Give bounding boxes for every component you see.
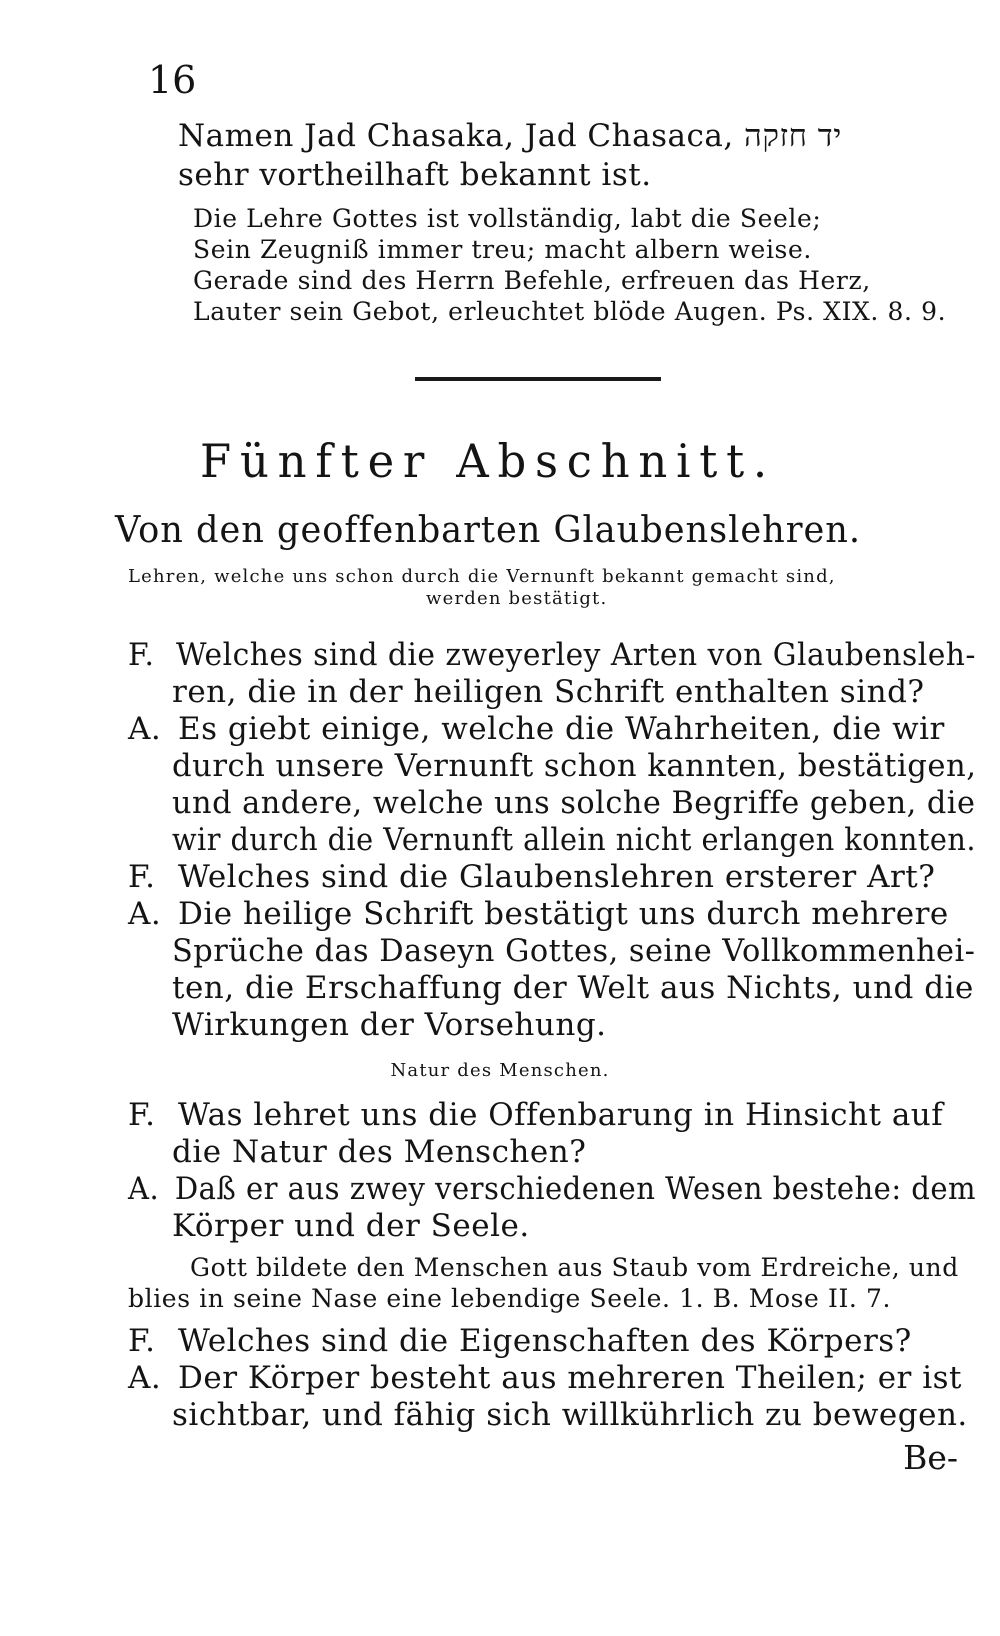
answer-text: Daß er aus zwey verschiedenen Wesen bestehe: dem <box>174 1171 977 1207</box>
question-text: Was lehret uns die Offenbarung in Hinsicht auf <box>178 1097 944 1133</box>
quote-line: Sein Zeugniß immer treu; macht albern weise. <box>193 235 812 264</box>
intro-line: sehr vortheilhaft bekannt ist. <box>178 157 652 193</box>
quote-line: Gott bildete den Menschen aus Staub vom Erdreiche, und <box>190 1253 959 1282</box>
question-line <box>128 637 976 673</box>
quote-line: Lauter sein Gebot, erleuchtet blöde Augen. Ps. XIX. 8. 9. <box>193 297 947 326</box>
answer-line <box>128 896 949 932</box>
question-line <box>128 1323 912 1359</box>
answer-line <box>128 1360 962 1396</box>
question-text: Welches sind die zweyerley Arten von Glaubensleh- <box>175 637 976 673</box>
answer-line: Sprüche das Daseyn Gottes, seine Vollkommenhei- <box>172 933 976 969</box>
section-summary-line: Lehren, welche uns schon durch die Vernunft bekannt gemacht sind, <box>128 566 836 587</box>
question-line: die Natur des Menschen? <box>172 1134 587 1170</box>
question-line <box>128 1097 943 1133</box>
page-number: 16 <box>148 58 197 102</box>
quote-line: Die Lehre Gottes ist vollständig, labt die Seele; <box>193 204 822 233</box>
intro-line: Namen Jad Chasaka, Jad Chasaca, יד חזקה <box>178 118 842 154</box>
question-text: Welches sind die Glaubenslehren ersterer Art? <box>178 859 936 895</box>
section-subtitle: Von den geoffenbarten Glaubenslehren. <box>115 510 861 551</box>
answer-line: ten, die Erschaffung der Welt aus Nichts, und die <box>172 970 974 1006</box>
answer-line: und andere, welche uns solche Begriffe geben, die <box>172 785 976 821</box>
subsection-title: Natur des Menschen. <box>390 1060 610 1081</box>
answer-line <box>128 1171 976 1207</box>
answer-label: A. <box>128 1360 162 1396</box>
answer-label: A. <box>128 896 162 932</box>
answer-line <box>128 711 945 747</box>
question-text: Welches sind die Eigenschaften des Körpers? <box>178 1323 912 1359</box>
section-title: Fünfter Abschnitt. <box>200 434 776 488</box>
question-line <box>128 859 935 895</box>
question-label: F. <box>128 859 156 895</box>
answer-line: durch unsere Vernunft schon kannten, bestätigen, <box>172 748 977 784</box>
answer-line: Körper und der Seele. <box>172 1208 530 1244</box>
question-label: F. <box>128 1323 156 1359</box>
answer-label: A. <box>128 1171 160 1207</box>
question-line: ren, die in der heiligen Schrift enthalten sind? <box>172 674 925 710</box>
quote-line: Gerade sind des Herrn Befehle, erfreuen das Herz, <box>193 266 871 295</box>
answer-text: Der Körper besteht aus mehreren Theilen; er ist <box>178 1360 963 1396</box>
answer-line: wir durch die Vernunft allein nicht erlangen konnten. <box>172 822 976 858</box>
answer-line: sichtbar, und fähig sich willkührlich zu bewegen. <box>172 1397 968 1433</box>
answer-text: Es giebt einige, welche die Wahrheiten, die wir <box>178 711 945 747</box>
section-summary-line: werden bestätigt. <box>426 588 608 609</box>
quote-line: blies in seine Nase eine lebendige Seele. 1. B. Mose II. 7. <box>128 1284 892 1313</box>
catchword: Be- <box>903 1438 958 1477</box>
answer-label: A. <box>128 711 162 747</box>
answer-line: Wirkungen der Vorsehung. <box>172 1007 607 1043</box>
question-label: F. <box>128 637 155 673</box>
section-divider <box>415 377 661 381</box>
question-label: F. <box>128 1097 156 1133</box>
answer-text: Die heilige Schrift bestätigt uns durch mehrere <box>178 896 949 932</box>
